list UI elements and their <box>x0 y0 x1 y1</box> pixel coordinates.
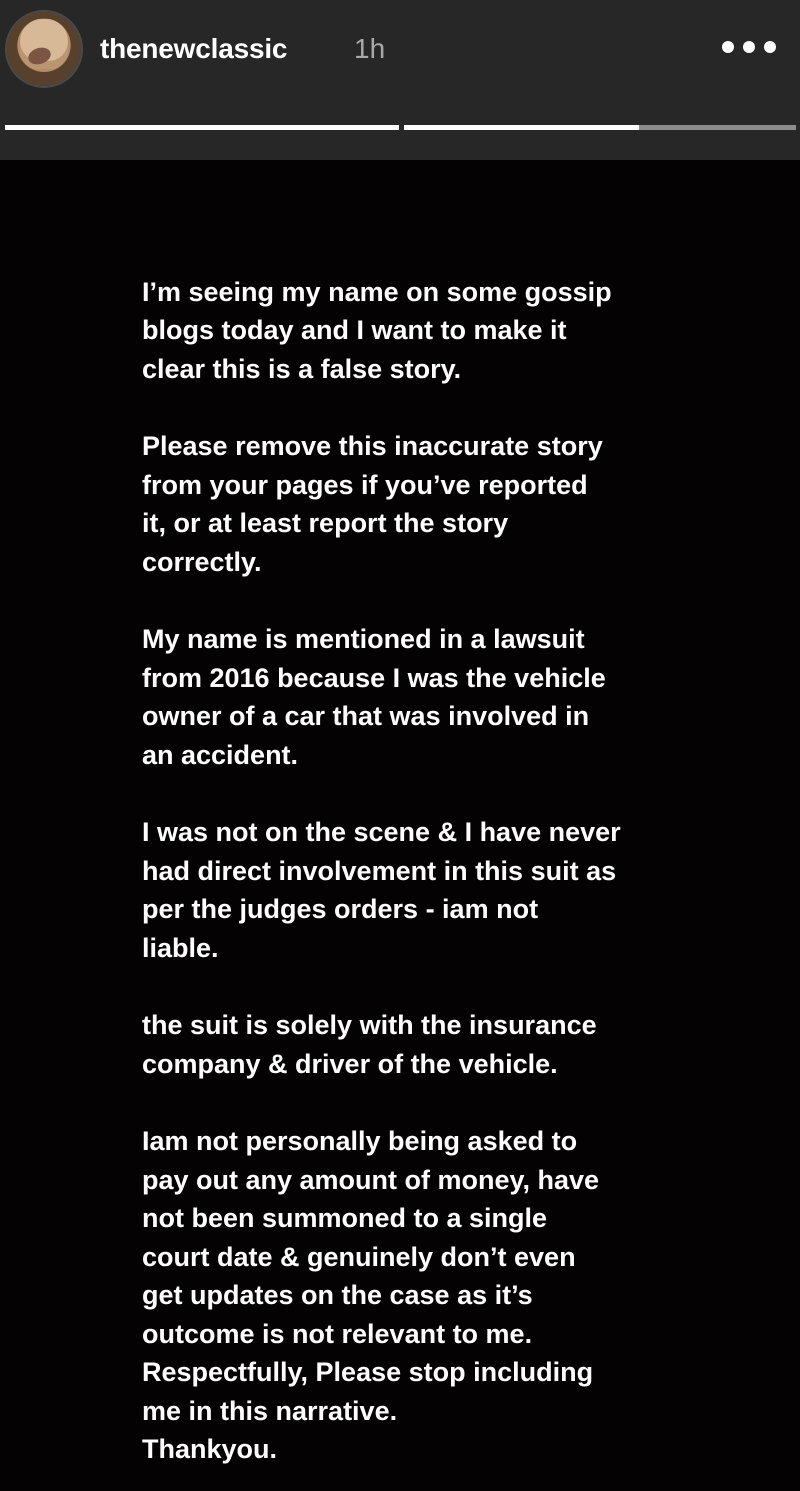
story-text-line: Thankyou. <box>142 1434 278 1464</box>
story-text-line: per the judges orders - iam not <box>142 894 539 924</box>
story-text-line: I’m seeing my name on some gossip <box>142 277 612 307</box>
story-text-line: Please remove this inaccurate story <box>142 431 603 461</box>
story-progress-fill-2 <box>404 125 639 130</box>
story-text-line: owner of a car that was involved in <box>142 701 590 731</box>
story-text-line: me in this narrative. <box>142 1396 398 1426</box>
story-text-line: it, or at least report the story <box>142 508 509 538</box>
story-text-line: Iam not personally being asked to <box>142 1126 578 1156</box>
story-text-line: get updates on the case as it’s <box>142 1280 533 1310</box>
more-dot-icon <box>722 41 734 53</box>
story-text-line: liable. <box>142 933 219 963</box>
story-text-line: blogs today and I want to make it <box>142 315 567 345</box>
story-text-line: company & driver of the vehicle. <box>142 1049 558 1079</box>
story-content[interactable] <box>0 160 800 1491</box>
story-text-line: pay out any amount of money, have <box>142 1165 600 1195</box>
story-text-line: an accident. <box>142 740 299 770</box>
story-progress-segment-2 <box>404 125 796 130</box>
story-text-line: correctly. <box>142 547 262 577</box>
more-dot-icon <box>764 41 776 53</box>
story-progress-fill-1 <box>5 125 399 130</box>
story-header <box>0 0 800 160</box>
story-text-line: from 2016 because I was the vehicle <box>142 663 606 693</box>
more-horizontal-icon[interactable] <box>722 32 776 62</box>
story-text-line: the suit is solely with the insurance <box>142 1010 597 1040</box>
post-time: 1h <box>354 33 386 64</box>
profile-avatar[interactable] <box>7 12 81 86</box>
story-progress-segment-1 <box>5 125 399 130</box>
story-text-line: clear this is a false story. <box>142 354 462 384</box>
story-text-line: court date & genuinely don’t even <box>142 1242 576 1272</box>
story-text-line: I was not on the scene & I have never <box>142 817 621 847</box>
username[interactable]: thenewclassic <box>100 33 288 64</box>
story-text-line: from your pages if you’ve reported <box>142 470 588 500</box>
story-text-line: not been summoned to a single <box>142 1203 548 1233</box>
story-text-line: had direct involvement in this suit as <box>142 856 617 886</box>
story-text-line: outcome is not relevant to me. <box>142 1319 533 1349</box>
story-text-line: My name is mentioned in a lawsuit <box>142 624 585 654</box>
more-dot-icon <box>743 41 755 53</box>
story-text-line: Respectfully, Please stop including <box>142 1357 594 1387</box>
